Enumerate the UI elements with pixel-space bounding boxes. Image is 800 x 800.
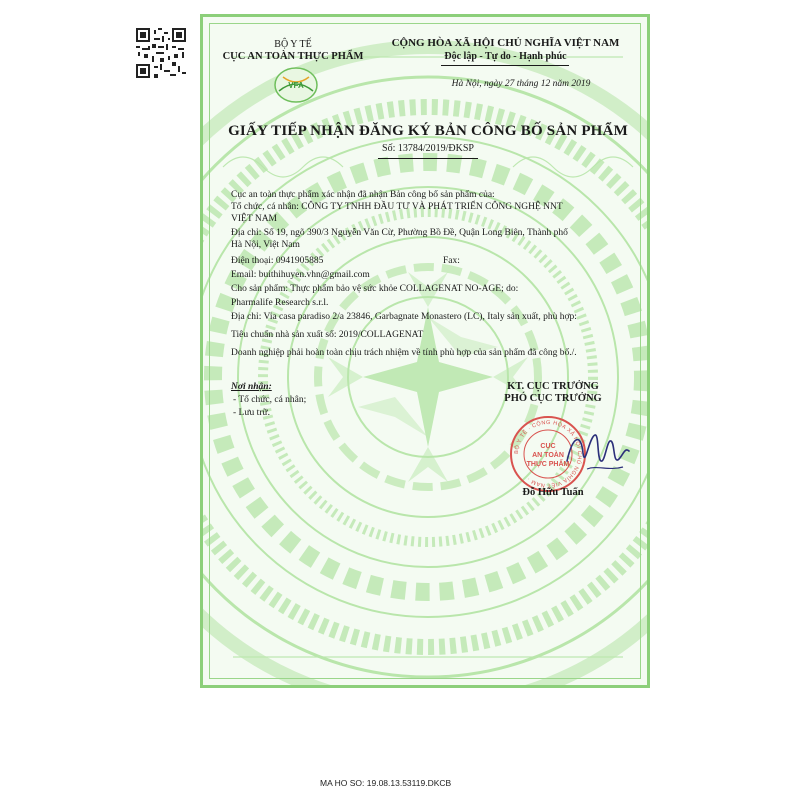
address-line-2: Hà Nội, Việt Nam — [231, 240, 300, 250]
vfa-logo — [273, 65, 319, 105]
logo-text: VFA — [288, 81, 304, 90]
certificate — [200, 14, 650, 688]
agency-name: CỤC AN TOÀN THỰC PHẨM — [222, 51, 364, 62]
recipient-item: - Tổ chức, cá nhân; — [233, 395, 307, 405]
organization-line-1: Tổ chức, cá nhân: CÔNG TY TNHH ĐẦU TƯ VÀ PHÁT TRIỂN CÔNG NGHỆ NNT — [231, 202, 563, 212]
recipients-heading: Nơi nhận: — [231, 382, 272, 392]
motto-underline — [441, 65, 569, 66]
fax-text: Fax: — [443, 256, 460, 266]
standard-text: Tiêu chuẩn nhà sản xuất số: 2019/COLLAGENAT — [231, 330, 424, 340]
document-title: GIẤY TIẾP NHẬN ĐĂNG KÝ BẢN CÔNG BỐ SẢN PHẨM — [228, 123, 628, 139]
recipient-item: - Lưu trữ. — [233, 408, 270, 418]
document-number: Số: 13784/2019/ĐKSP — [382, 143, 474, 154]
handwritten-signature — [563, 425, 633, 480]
certificate-content — [203, 17, 650, 688]
phone-text: Điện thoại: 0941905885 — [231, 256, 324, 266]
organization-line-2: VIỆT NAM — [231, 214, 278, 224]
qr-code — [136, 28, 186, 78]
national-motto: Độc lập - Tự do - Hạnh phúc — [444, 51, 567, 62]
republic-name: CỘNG HÒA XÃ HỘI CHỦ NGHĨA VIỆT NAM — [391, 37, 620, 49]
responsibility-text: Doanh nghiệp phải hoàn toàn chịu trách nhiệm về tính phù hợp của sản phẩm đã công bố./. — [231, 348, 577, 358]
producer-address: Địa chỉ: Via casa paradiso 2/a 23846, Garbagnate Monastero (LC), Italy sản xuất, phù hợp: — [231, 312, 577, 322]
product-text: Cho sản phẩm: Thực phẩm bảo vệ sức khỏe COLLAGENAT NO-AGE; do: — [231, 284, 519, 294]
issue-date: Hà Nội, ngày 27 tháng 12 năm 2019 — [451, 79, 591, 89]
seal-line: AN TOÀN — [532, 452, 564, 459]
producer-name: Pharmalife Research s.r.l. — [231, 298, 329, 308]
signer-role-1: KT. CỤC TRƯỞNG — [507, 381, 599, 392]
seal-line: THỰC PHẨM — [526, 461, 570, 468]
intro-text: Cục an toàn thực phẩm xác nhận đã nhận Bản công bố sản phẩm của: — [231, 190, 495, 200]
seal-ring-text: BỘ Y TẾ · CỘNG HÒA XÃ HỘI CHỦ NGHĨA VIỆT NAM · — [513, 419, 583, 489]
signer-name: Đỗ Hữu Tuấn — [522, 487, 584, 498]
address-line-1: Địa chỉ: Số 19, ngõ 390/3 Nguyễn Văn Cừ, Phường Bồ Đề, Quận Long Biên, Thành phố — [231, 228, 568, 238]
email-text: Email: buithihuyen.vhn@gmail.com — [231, 270, 370, 280]
ministry-name: BỘ Y TẾ — [274, 39, 312, 50]
dossier-code: MA HO SO: 19.08.13.53119.DKCB — [320, 778, 452, 788]
signer-role-2: PHÓ CỤC TRƯỞNG — [504, 393, 602, 404]
seal-line: CỤC — [540, 443, 556, 450]
title-underline — [378, 158, 478, 159]
